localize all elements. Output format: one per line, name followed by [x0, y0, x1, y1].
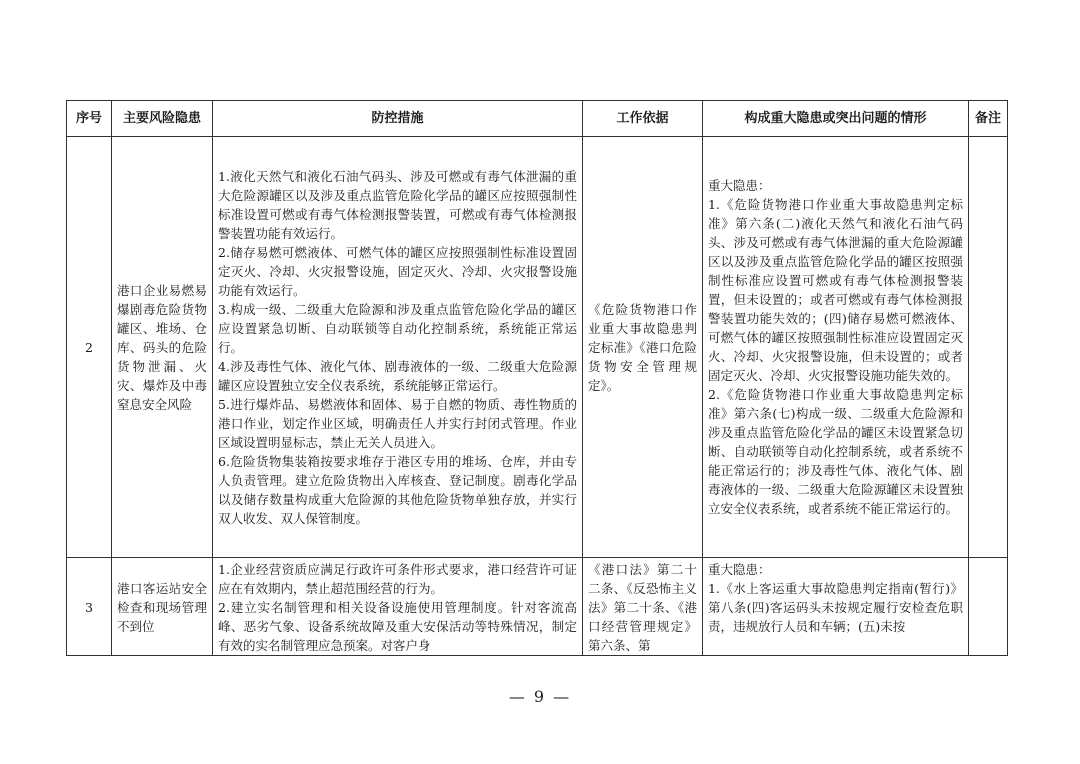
row-basis: 《危险货物港口作业重大事故隐患判定标准》《港口危险货物安全管理规定》。: [583, 137, 703, 558]
situation-item: 1.《危险货物港口作业重大事故隐患判定标准》第六条(二)液化天然气和液化石油气码头、涉及可燃或有毒气体泄漏的重大危险源罐区以及涉及重点监管危险化学品的罐区按照强制性标准应设置可燃或有毒气体检测报警装置，但未设置的；或者可燃或有毒气体检测报警装置功能失效的；(四)储存易燃可燃液体、可燃气体的罐区按照强制性标准应设置固定灭火、冷却、火灾报警设施，但未设置的；或者固定灭火、冷却、火灾报警设施功能失效的。: [708, 197, 963, 383]
row-situation: [703, 137, 969, 558]
table-row: [67, 558, 1008, 656]
row-measures: [213, 558, 583, 656]
row-risk: 港口客运站安全检查和现场管理不到位: [112, 558, 213, 656]
row-risk: 港口企业易燃易爆剧毒危险货物罐区、堆场、仓库、码头的危险货物泄漏、火灾、爆炸及中毒窒息安全风险: [112, 137, 213, 558]
page-number: — 9 —: [508, 687, 572, 706]
row-basis: 《港口法》第二十二条、《反恐怖主义法》第二十条、《港口经营管理规定》第六条、第: [583, 558, 703, 656]
situation-item: 重大隐患：: [708, 178, 771, 193]
risk-table: [66, 100, 1008, 656]
header-risk: 主要风险隐患: [112, 101, 213, 137]
situation-item: 2.《危险货物港口作业重大事故隐患判定标准》第六条(七)构成一级、二级重大危险源和涉及重点监管危险化学品的罐区未设置紧急切断、自动联锁等自动化控制系统，或者系统不能正常运行的；涉及毒性气体、液化气体、剧毒液体的一级、二级重大危险源罐区未设置独立安全仪表系统，或者系统不能正常运行的。: [708, 387, 963, 516]
measure-item: 3.构成一级、二级重大危险源和涉及重点监管危险化学品的罐区应设置紧急切断、自动联锁等自动化控制系统，系统能正常运行。: [218, 301, 577, 355]
measure-item: 2.建立实名制管理和相关设备设施使用管理制度。针对客流高峰、恶劣气象、设备系统故障及重大安保活动等特殊情况，制定有效的实名制管理应急预案。对客户身: [218, 600, 577, 653]
table-header-row: [67, 101, 1008, 137]
row-index: 2: [67, 137, 112, 558]
row-index: 3: [67, 558, 112, 656]
row-note: [969, 558, 1008, 656]
measure-item: 2.储存易燃可燃液体、可燃气体的罐区应按照强制性标准设置固定灭火、冷却、火灾报警设施，固定灭火、冷却、火灾报警设施功能有效运行。: [218, 244, 577, 298]
row-note: [969, 137, 1008, 558]
header-basis: 工作依据: [583, 101, 703, 137]
header-note: 备注: [969, 101, 1008, 137]
header-situation: 构成重大隐患或突出问题的情形: [703, 101, 969, 137]
measure-item: 4.涉及毒性气体、液化气体、剧毒液体的一级、二级重大危险源罐区应设置独立安全仪表系统，系统能够正常运行。: [218, 358, 577, 393]
situation-item: 重大隐患：: [708, 562, 771, 577]
measure-item: 5.进行爆炸品、易燃液体和固体、易于自燃的物质、毒性物质的港口作业，划定作业区域，明确责任人并实行封闭式管理。作业区域设置明显标志，禁止无关人员进入。: [218, 396, 577, 450]
header-measures: 防控措施: [213, 101, 583, 137]
row-measures: [213, 137, 583, 558]
measure-item: 1.液化天然气和液化石油气码头、涉及可燃或有毒气体泄漏的重大危险源罐区以及涉及重点监管危险化学品的罐区应按照强制性标准设置可燃或有毒气体检测报警装置，可燃或有毒气体检测报警装置功能有效运行。: [218, 168, 577, 241]
row-situation: [703, 558, 969, 656]
measure-item: 6.危险货物集装箱按要求堆存于港区专用的堆场、仓库，并由专人负责管理。建立危险货物出入库核查、登记制度。剧毒化学品以及储存数量构成重大危险源的其他危险货物单独存放，并实行双人收发、双人保管制度。: [218, 453, 577, 526]
table-row: [67, 137, 1008, 558]
header-index: 序号: [67, 101, 112, 137]
measure-item: 1.企业经营资质应满足行政许可条件形式要求，港口经营许可证应在有效期内，禁止超范围经营的行为。: [218, 562, 577, 596]
situation-item: 1.《水上客运重大事故隐患判定指南(暂行)》第八条(四)客运码头未按规定履行安检查危职责，违规放行人员和车辆；(五)未按: [708, 581, 963, 634]
